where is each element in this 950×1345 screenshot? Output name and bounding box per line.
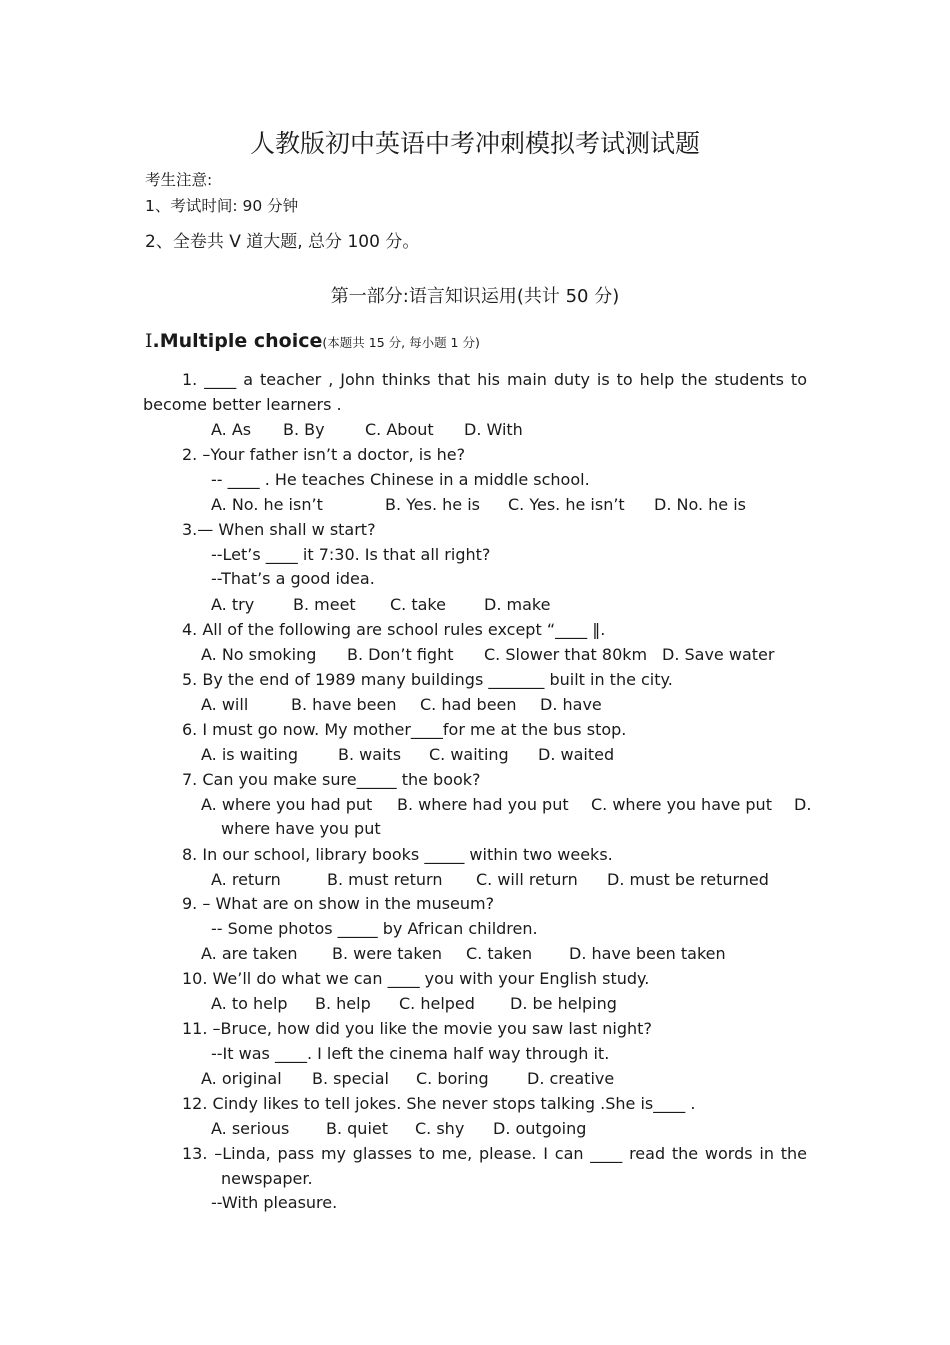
question-11-line: --It was ____. I left the cinema half way through it. xyxy=(211,1044,610,1063)
question-6-options xyxy=(201,745,614,765)
question-7-options xyxy=(201,795,811,815)
question-3-line: --Let’s ____ it 7:30. Is that all right? xyxy=(211,545,491,564)
question-11-stem: 11. –Bruce, how did you like the movie you saw last night? xyxy=(182,1019,652,1038)
option-c: C. waiting xyxy=(429,745,509,764)
question-3-stem: 3.— When shall w start? xyxy=(182,520,376,539)
notice-item-score: 2、全卷共 V 道大题, 总分 100 分。 xyxy=(145,232,420,252)
option-b: B. Yes. he is xyxy=(385,495,480,514)
option-a: A. try xyxy=(211,595,255,614)
option-a: A. are taken xyxy=(201,944,298,963)
option-d: D. be helping xyxy=(510,994,617,1013)
option-d: D. xyxy=(794,795,812,814)
option-d: D. have been taken xyxy=(569,944,726,963)
question-6-stem: 6. I must go now. My mother____for me at the bus stop. xyxy=(182,720,627,739)
option-d: D. waited xyxy=(538,745,615,764)
option-b: B. waits xyxy=(338,745,402,764)
question-4-options xyxy=(201,645,774,665)
option-c: C. Slower that 80km xyxy=(484,645,648,664)
option-c: C. About xyxy=(365,420,434,439)
option-c: C. shy xyxy=(415,1119,465,1138)
question-13-line: --With pleasure. xyxy=(211,1193,338,1212)
option-a: A. return xyxy=(211,870,281,889)
option-c: C. where you have put xyxy=(591,795,772,814)
part-heading: 第一部分:语言知识运用(共计 50 分) xyxy=(330,286,620,307)
option-b: B. were taken xyxy=(332,944,442,963)
option-d: D. have xyxy=(540,695,602,714)
question-13-line: newspaper. xyxy=(221,1169,313,1188)
option-c: C. helped xyxy=(399,994,475,1013)
option-d: D. outgoing xyxy=(493,1119,587,1138)
question-11-options xyxy=(201,1069,614,1089)
option-a: A. where you had put xyxy=(201,795,373,814)
section-heading xyxy=(145,330,480,352)
option-c: C. will return xyxy=(476,870,578,889)
option-a: A. is waiting xyxy=(201,745,299,764)
question-1-stem: 1. ____ a teacher , John thinks that his main duty is to help the students to xyxy=(182,370,807,389)
question-12-options xyxy=(211,1119,586,1139)
option-d: D. make xyxy=(484,595,551,614)
option-a: A. original xyxy=(201,1069,282,1088)
option-c: C. had been xyxy=(420,695,517,714)
question-8-stem: 8. In our school, library books _____ within two weeks. xyxy=(182,845,613,864)
question-2-options xyxy=(211,495,746,515)
option-c: C. taken xyxy=(466,944,533,963)
question-10-options xyxy=(211,994,617,1014)
question-9-line: -- Some photos _____ by African children. xyxy=(211,919,538,938)
option-b: B. where had you put xyxy=(397,795,569,814)
question-3-options xyxy=(211,595,550,615)
option-b: B. By xyxy=(283,420,325,439)
option-a: A. No. he isn’t xyxy=(211,495,323,514)
option-b: B. special xyxy=(312,1069,389,1088)
question-9-options xyxy=(201,944,726,964)
question-7-stem: 7. Can you make sure_____ the book? xyxy=(182,770,481,789)
option-a: A. No smoking xyxy=(201,645,317,664)
option-a: A. will xyxy=(201,695,249,714)
option-b: B. must return xyxy=(327,870,443,889)
question-13-stem: 13. –Linda, pass my glasses to me, please. I can ____ read the words in the xyxy=(182,1144,807,1163)
option-a: A. serious xyxy=(211,1119,290,1138)
notice-item-time: 1、考试时间: 90 分钟 xyxy=(145,197,299,215)
option-c: C. boring xyxy=(416,1069,489,1088)
question-2-stem: 2. –Your father isn’t a doctor, is he? xyxy=(182,445,466,464)
question-4-stem: 4. All of the following are school rules except “____ ‖. xyxy=(182,620,606,639)
option-b: B. quiet xyxy=(326,1119,389,1138)
option-d: D. No. he is xyxy=(654,495,746,514)
question-5-options xyxy=(201,695,602,715)
question-8-options xyxy=(211,870,769,890)
question-9-stem: 9. – What are on show in the museum? xyxy=(182,894,495,913)
option-d: D. creative xyxy=(527,1069,615,1088)
question-3-line: --That’s a good idea. xyxy=(211,569,375,588)
option-a: A. to help xyxy=(211,994,288,1013)
option-b: B. have been xyxy=(291,695,397,714)
option-d: D. With xyxy=(464,420,523,439)
section-numeral: Ⅰ xyxy=(145,330,153,352)
exam-title: 人教版初中英语中考冲刺模拟考试测试题 xyxy=(249,129,700,158)
notice-heading: 考生注意: xyxy=(145,171,213,189)
question-10-stem: 10. We’ll do what we can ____ you with your English study. xyxy=(182,969,650,988)
section-title: .Multiple choice xyxy=(152,330,323,352)
section-note: (本题共 15 分, 每小题 1 分) xyxy=(322,335,480,350)
option-d: D. Save water xyxy=(662,645,775,664)
option-b: B. help xyxy=(315,994,371,1013)
question-1-options xyxy=(211,420,523,440)
option-a: A. As xyxy=(211,420,252,439)
question-1-stem-cont: become better learners . xyxy=(143,395,342,414)
option-b: B. meet xyxy=(293,595,356,614)
question-7-option-d-cont: where have you put xyxy=(221,819,381,838)
question-12-stem: 12. Cindy likes to tell jokes. She never stops talking .She is____ . xyxy=(182,1094,696,1113)
question-2-line: -- ____ . He teaches Chinese in a middle school. xyxy=(211,470,590,489)
option-c: C. Yes. he isn’t xyxy=(508,495,625,514)
option-b: B. Don’t fight xyxy=(347,645,454,664)
question-5-stem: 5. By the end of 1989 many buildings _______ built in the city. xyxy=(182,670,673,689)
option-c: C. take xyxy=(390,595,446,614)
option-d: D. must be returned xyxy=(607,870,769,889)
